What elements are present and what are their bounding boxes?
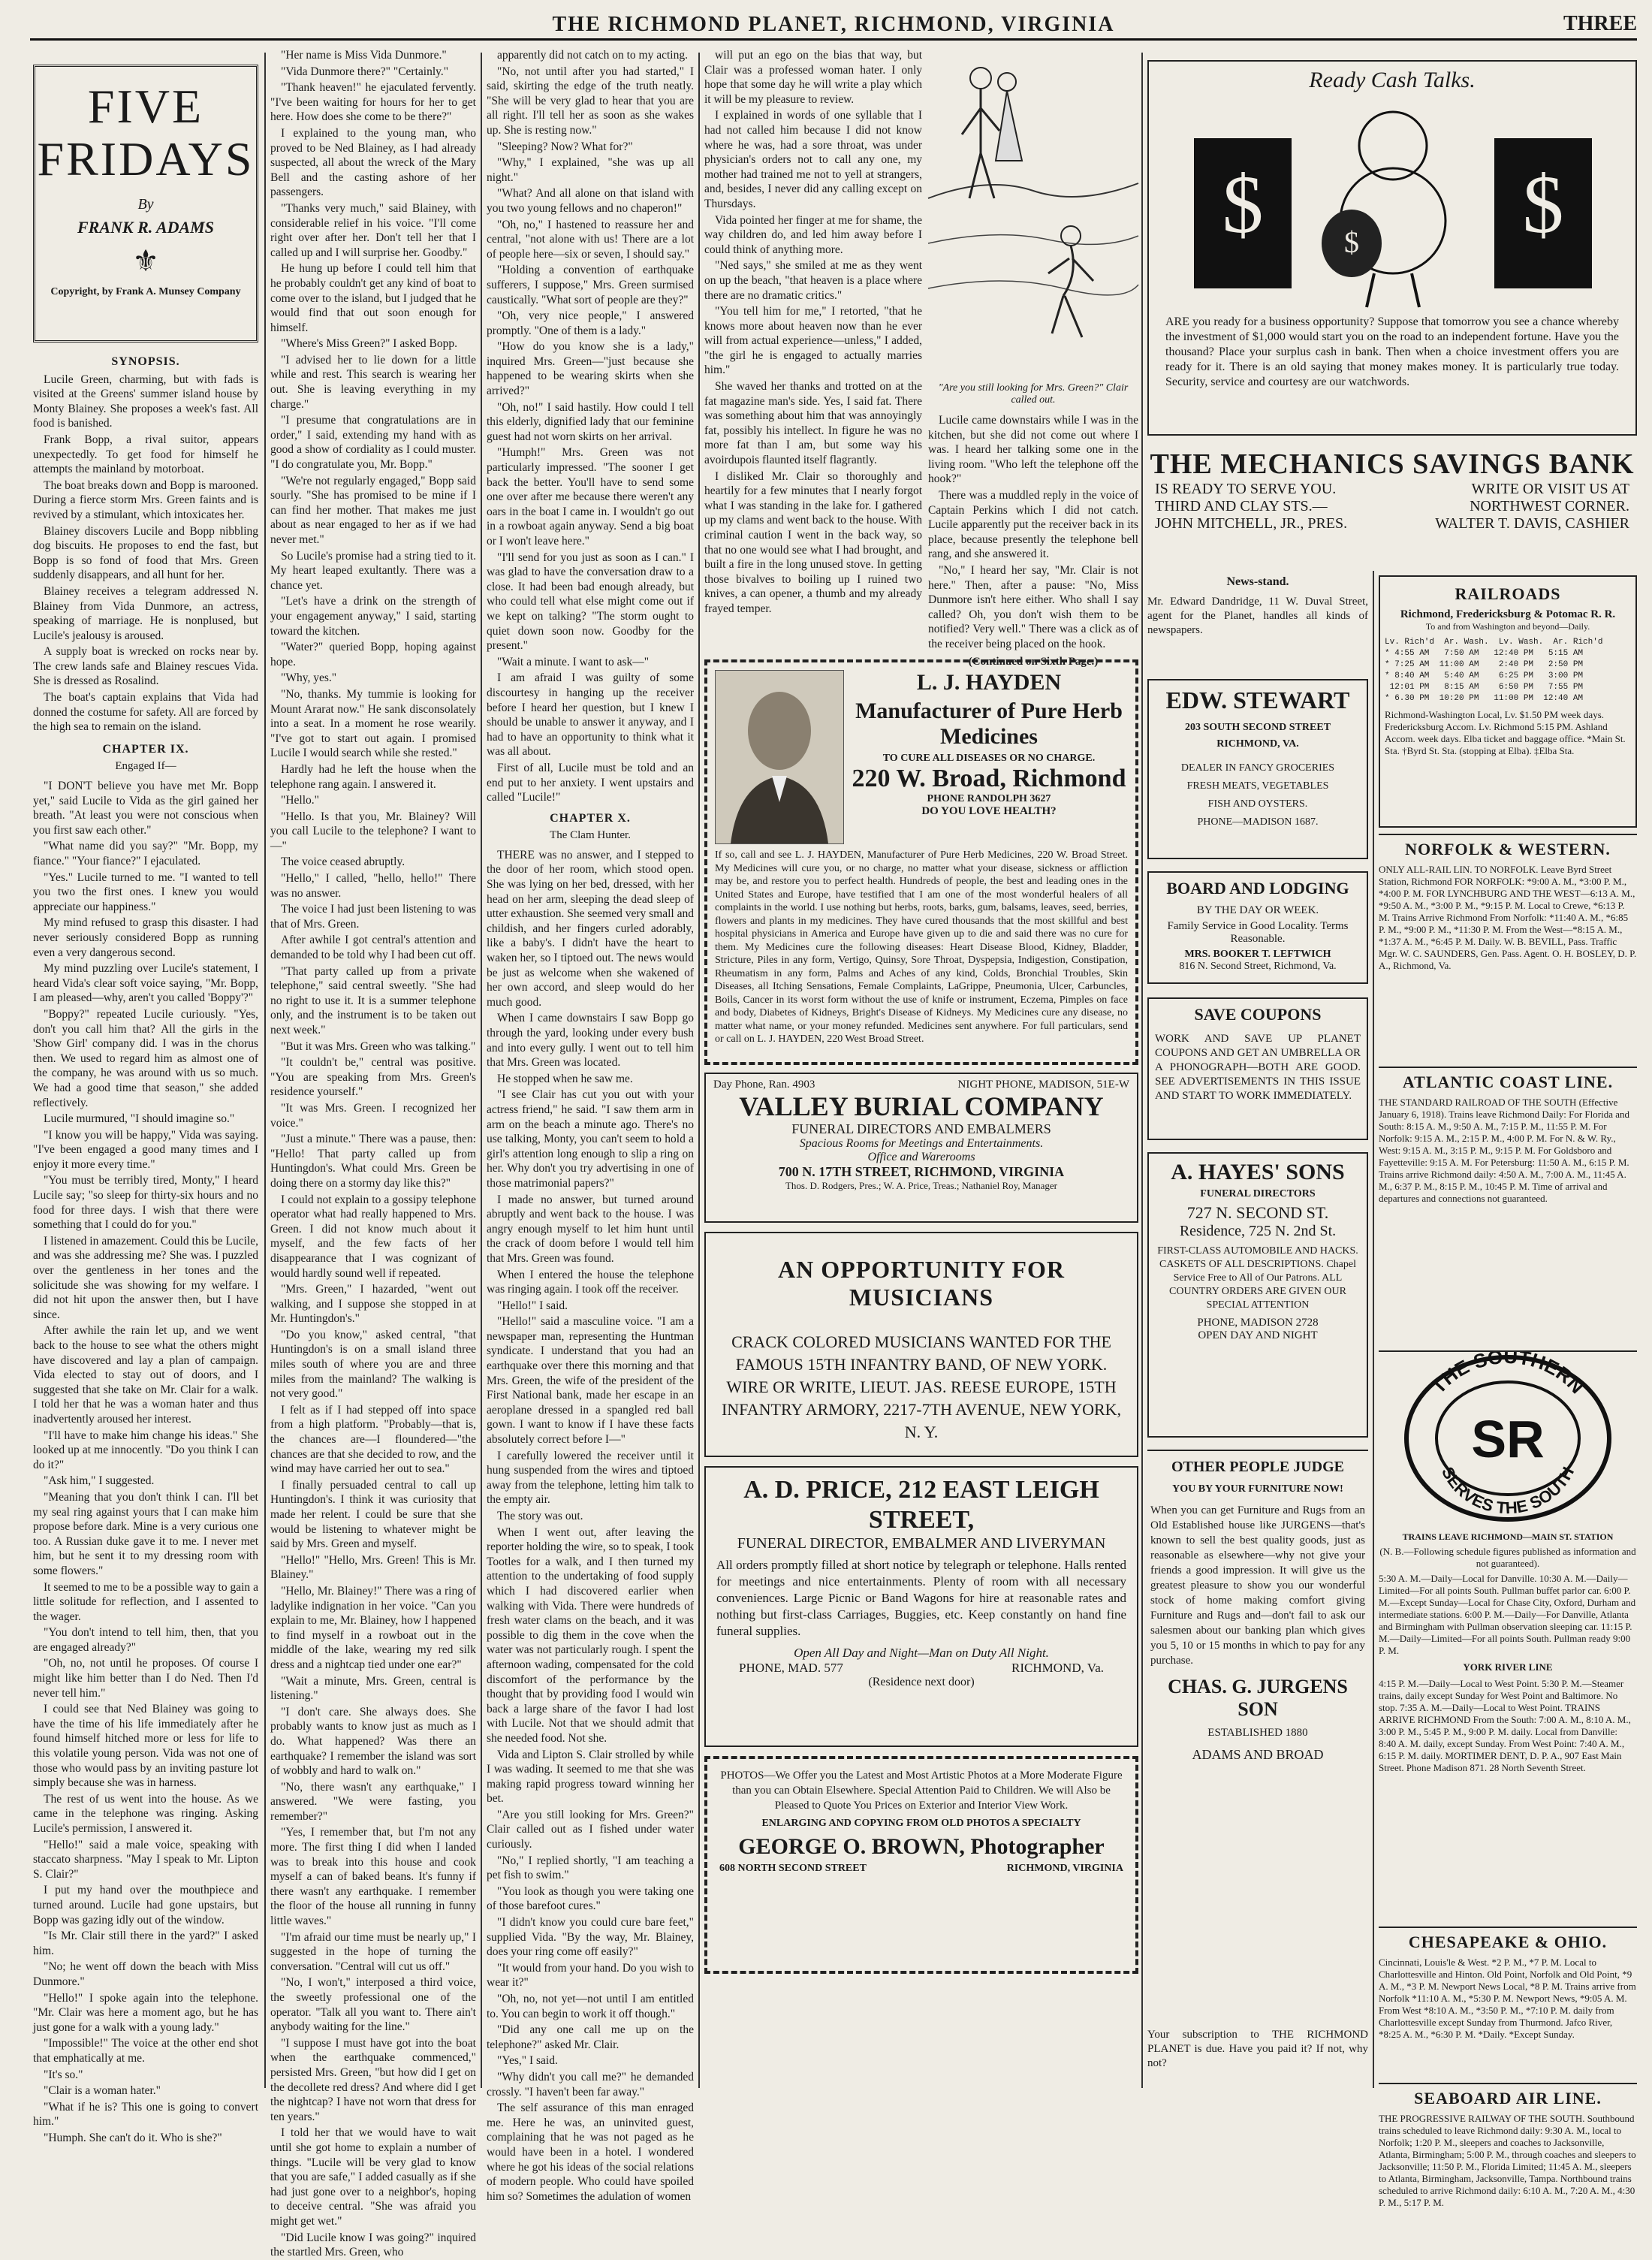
- chapter-heading: CHAPTER X.: [550, 811, 631, 825]
- paragraph: "Yes, I remember that, but I'm not any more. The first thing I did when I landed was to break into this house and cook myself a can of baked beans. It's funny if there wasn't any earthquake. I remember the floor of the house all running in funny little waves.": [270, 1826, 476, 1928]
- paragraph: "Humph!" Mrs. Green was not particularly impressed. "The sooner I get back the better. You'll have to send some one over after me because there weren't any oars in the boat I came in. I wouldn't go out in a rowboat again anyway. Send a big boat or I won't leave here.": [487, 446, 694, 548]
- paragraph: I explained in words of one syllable that I had not called him because I did not know where he was, had a sore throat, was under physician's orders not to call any one, my mother had trained me not to yell at strangers, and, besides, I never did any calling except on Thursdays.: [704, 109, 922, 210]
- hayes-name: A. HAYES' SONS: [1171, 1160, 1345, 1184]
- nw-title: NORFOLK & WESTERN.: [1405, 840, 1611, 858]
- save-coupons-ad: [1147, 997, 1368, 1140]
- nw-text: ONLY ALL-RAIL LIN. TO NORFOLK. Leave Byrd Street Station, Richmond FOR NORFOLK: *9:00 A. M., *3:00 P. M., *4:00 P. M. FOR LYNCHBURG AND THE WEST—6:13 A. M., *9:50 A. M., *3:00 P. M., *9:15 P. M. Local to Crewe, *6:13 P. M. Trains Arrive Richmond From Norfolk: *11:40 A. M., *6:85 P. M., *9:00 P. M., *11:30 P. M. From the West—*8:15 A. M., *1:37 A. M., *6:45 P. M. Daily. W. B. BEVILL, Pass. Traffic Mgr. W. C. SAUNDERS, Gen. Pass. Agent. O. H. BOSLEY, D. P. A., Richmond, Va.: [1379, 864, 1637, 971]
- paragraph: "Hello!" I spoke again into the telephone. "Mr. Clair was here a moment ago, but he has just gone for a walk with a young lady.": [33, 1991, 258, 2034]
- paragraph: I felt as if I had stepped off into space from a high platform. "Probably—that is, the chances are—I floundered—"the chances are that she decided to row, and the wind may have carried her out to sea.": [270, 1403, 476, 1476]
- hayes-phone: PHONE, MADISON 2728: [1197, 1317, 1319, 1329]
- coupons-title: SAVE COUPONS: [1194, 1005, 1322, 1024]
- paragraph: "Yes." Lucile turned to me. "I wanted to tell you two the first ones. I knew you would appreciate our happiness.": [33, 871, 258, 913]
- story-copyright: Copyright, by Frank A. Munsey Company: [50, 286, 241, 297]
- paragraph: "Meaning that you don't think I can. I'll bet my seal ring against yours that I can make him propose before dark. Mine is a very curious one too. A Russian duke gave it to me. I never met him, but he sent it to my dressing room with some flowers.": [33, 1490, 258, 1577]
- mechanics-line1a: IS READY TO SERVE YOU.: [1155, 481, 1337, 497]
- svg-text:$: $: [1344, 225, 1359, 259]
- nw-schedule: [1379, 834, 1637, 1061]
- paragraph: "Hello!" said a masculine voice. "I am a newspaper man, representing the Huntman syndicate. I understand that you had an earthquake over there this morning and that Mrs. Green, the wife of the president of the First National bank, made her escape in an aeroplane dressed in a spangled red ball gown. I want to know if I have these facts absolutely correct before I—": [487, 1315, 694, 1447]
- paragraph: "Thank heaven!" he ejaculated fervently. "I've been waiting for hours for her to get here. How does she come to be there?": [270, 81, 476, 124]
- paragraph: "Thanks very much," said Blainey, with considerable relief in his voice. "I'll come right over after her. Don't tell her that I called up and I will surprise her. Goodby.": [270, 201, 476, 259]
- newsstand-title: News-stand.: [1226, 575, 1289, 588]
- svg-text:SERVES THE SOUTH: SERVES THE SOUTH: [1437, 1463, 1578, 1518]
- paragraph: "I'll send for you just as soon as I can." I was glad to have the conversation draw to a close. It had been bad enough already, but who could tell what else might come out if we kept on talking? "The storm ought to quiet down soon now. Goodby for the present.": [487, 551, 694, 653]
- paragraph: "Hello!" "Hello, Mrs. Green! This is Mr. Blainey.": [270, 1553, 476, 1582]
- ready-cash-text: ARE you ready for a business opportunity? Suppose that tomorrow you see a chance whereby the investment of $1,000 would start you on the road to an independent fortune. Have you the thousand? Place your surplus cash in bank. Then when a choice investment offers you are ready for it. There is an old saying that money makes money. It is particularly true today. Security, service and courtesy are our watchwords.: [1165, 315, 1619, 388]
- paragraph: "Why didn't you call me?" he demanded crossly. "I haven't been far away.": [487, 2070, 694, 2099]
- paragraph: "Did Lucile know I was going?" inquired the startled Mrs. Green, who: [270, 2231, 476, 2259]
- coupons-text: WORK AND SAVE UP PLANET COUPONS AND GET AN UMBRELLA OR A PHONOGRAPH—BOTH ARE GOOD. SEE ADVERTISEMENTS IN THIS ISSUE AND START TO WORK IMMEDIATELY.: [1155, 1033, 1361, 1102]
- paragraph: "Holding a convention of earthquake sufferers, I suppose," Mrs. Green surmised caustically. "What sort of people are they?": [487, 264, 694, 306]
- portrait-photo: [715, 670, 844, 844]
- york-title: YORK RIVER LINE: [1463, 1661, 1553, 1673]
- ready-cash-title: Ready Cash Talks.: [1309, 68, 1476, 92]
- railroads-header: RAILROADS: [1455, 584, 1561, 603]
- hayes-open: OPEN DAY AND NIGHT: [1198, 1329, 1318, 1341]
- story-text: [33, 779, 258, 2145]
- paragraph: apparently did not catch on to my acting.: [497, 49, 688, 62]
- brown-enlarge: ENLARGING AND COPYING FROM OLD PHOTOS A SPECIALTY: [761, 1818, 1081, 1829]
- paragraph: "No, I won't," interposed a third voice, the sweetly professional one of the operator. "Talk all you want to. There ain't anybody waiting for the line.": [270, 1976, 476, 2034]
- paragraph: "I DON'T believe you have met Mr. Bopp yet," said Lucile to Vida as the girl gained her breath. "At least you were not conscious when you first saw each other.": [33, 780, 258, 837]
- valley-officers: Thos. D. Rodgers, Pres.; W. A. Price, Treas.; Nathaniel Roy, Manager: [785, 1180, 1058, 1191]
- page-number: THREE: [1563, 12, 1637, 35]
- story-illustration: [928, 48, 1138, 409]
- paragraph: There was a muddled reply in the voice of Captain Perkins which I did not catch. Lucile apparently put the receiver back in its place, because presently the telephone bell rang, and she answered it.: [928, 488, 1138, 561]
- paragraph: I made no answer, but turned around abruptly and went back to the house. I was angry enough myself to let him hunt until the crack of doom before I would tell him that Mrs. Green was found.: [487, 1193, 694, 1265]
- paragraph: "Vida Dunmore there?" "Certainly.": [281, 65, 449, 78]
- continued-notice: (Continued on Sixth Page.): [968, 655, 1099, 668]
- paragraph: Blainey receives a telegram addressed N. Blainey from Vida Dunmore, an actress, speaking of marriage. He is nonplused, but Lucile's jealousy is aroused.: [33, 584, 258, 642]
- co-title: CHESAPEAKE & OHIO.: [1408, 1933, 1608, 1951]
- board-line4: 816 N. Second Street, Richmond, Va.: [1179, 961, 1337, 972]
- musicians-text: CRACK COLORED MUSICIANS WANTED FOR THE FAMOUS 15TH INFANTRY BAND, OF NEW YORK. WIRE OR WRITE, LIEUT. JAS. REESE EUROPE, 15TH INFANTRY ARMORY, 2217-7TH AVENUE, NEW YORK, N. Y.: [721, 1332, 1122, 1441]
- paragraph: "No, there wasn't any earthquake," I answered. "We were fasting, you remember?": [270, 1780, 476, 1823]
- paragraph: "Just a minute." There was a pause, then: "Hello! That party called up from Huntingdon's. What could Mrs. Green be doing there on a stormy day like this?": [270, 1133, 476, 1190]
- hayden-ad: [704, 659, 1138, 1065]
- paragraph: "Why," I explained, "she was up all night.": [487, 156, 694, 184]
- paragraph: "I'm afraid our time must be nearly up," I suggested in the hope of turning the conversation. "Central will cut us off.": [270, 1930, 476, 1973]
- story-title-box: [33, 65, 258, 342]
- column-4-text: [704, 48, 922, 649]
- paragraph: Vida pointed her finger at me for shame, the way children do, and led him away before I could think of anything more.: [704, 213, 922, 256]
- paragraph: "I don't care. She always does. She probably wants to know just as much as I do. What happened? Was there an earthquake? I remember the island was sort of wobbly and hard to walk on.": [270, 1705, 476, 1778]
- acl-title: ATLANTIC COAST LINE.: [1402, 1073, 1614, 1091]
- column-rule: [1373, 571, 1374, 2088]
- musicians-ad: [704, 1232, 1138, 1457]
- paragraph: "Oh, very nice people," I answered promptly. "One of them is a lady.": [487, 309, 694, 337]
- price-residence: (Residence next door): [868, 1676, 975, 1688]
- rfp-notes: Richmond-Washington Local, Lv. $1.50 PM week days. Fredericksburg Accom. Lv. Richmond 5:15 PM. Ashland Accom. week days. Elba ticket and baggage office. *Main St. Sta. †Byrd St. Sta. (stopping at Elba). ‡Elba Sta.: [1385, 709, 1626, 756]
- paragraph: He hung up before I could tell him that he probably couldn't get any kind of boat to come over to the island, but I judged that he would find that out soon enough for himself.: [270, 262, 476, 334]
- column-4-continued: [928, 413, 1138, 668]
- column-2: [270, 48, 476, 2259]
- paragraph: I am afraid I was guilty of some discourtesy in hanging up the receiver before I heard her question, but I knew I should be unable to answer it anyway, and I had to have an opportunity to think what it was all about.: [487, 671, 694, 759]
- masthead: [30, 11, 1637, 41]
- jurgens-addr: ADAMS AND BROAD: [1192, 1747, 1324, 1762]
- svg-text:$: $: [1522, 158, 1564, 250]
- mechanics-line1b: WRITE OR VISIT US AT: [1471, 481, 1629, 497]
- paragraph: "Hello. Is that you, Mr. Blainey? Will you call Lucile to the telephone? I want to—": [270, 810, 476, 852]
- paragraph: "Humph. She can't do it. Who is she?": [44, 2131, 222, 2144]
- southern-railway-logo-icon: [1395, 1352, 1620, 1525]
- paragraph: "How do you know she is a lady," inquired Mrs. Green—"just because she happened to be wearing skirts when she arrived?": [487, 340, 694, 398]
- board-title: BOARD AND LODGING: [1166, 879, 1349, 898]
- paragraph: It seemed to me to be a possible way to gain a little solitude for reflection, and I assented to the wager.: [33, 1580, 258, 1623]
- paragraph: The voice ceased abruptly.: [281, 855, 405, 869]
- southern-note: (N. B.—Following schedule figures published as information and not guaranteed).: [1379, 1546, 1636, 1569]
- sal-title: SEABOARD AIR LINE.: [1414, 2089, 1602, 2108]
- paragraph: "What name did you say?" "Mr. Bopp, my fiance." "Your fiance?" I ejaculated.: [33, 840, 258, 867]
- hayden-name: L. J. HAYDEN: [916, 670, 1062, 695]
- paragraph: "Oh, no," I hastened to reassure her and central, "not alone with us! There are a lot of people here—six or seven, I should say.": [487, 218, 694, 261]
- paragraph: Lucile murmured, "I should imagine so.": [44, 1112, 235, 1126]
- paragraph: "No," I replied shortly, "I am teaching a pet fish to swim.": [487, 1854, 694, 1882]
- story-byline: By: [137, 196, 154, 213]
- brown-name: GEORGE O. BROWN, Photographer: [738, 1834, 1105, 1859]
- stewart-line3: FISH AND OYSTERS.: [1207, 798, 1308, 810]
- jurgens-name: CHAS. G. JURGENS SON: [1168, 1676, 1348, 1720]
- stewart-address: 203 SOUTH SECOND STREET: [1184, 722, 1331, 733]
- paragraph: I put my hand over the mouthpiece and turned around. Lucile had gone upstairs, but Bopp was gazing idly out of the window.: [33, 1884, 258, 1927]
- mechanics-title: THE MECHANICS SAVINGS BANK: [1150, 448, 1635, 480]
- chapter-heading: CHAPTER IX.: [102, 742, 189, 756]
- mechanics-line2b: NORTHWEST CORNER.: [1470, 498, 1629, 514]
- paragraph: The boat breaks down and Bopp is marooned. During a fierce storm Mrs. Green faints and is revived by a stimulant, which intoxicates her.: [33, 478, 258, 521]
- paragraph: "Hello, Mr. Blainey!" There was a ring of ladylike indignation in her voice. "Can you explain to me, Mr. Blainey, how I happened to find myself in a rowboat out in the middle of the lake, wearing my red silk dress and a nightcap tied under one ear?": [270, 1584, 476, 1671]
- fleur-de-lis-icon: ⚜: [132, 244, 159, 278]
- paragraph: I told her that we would have to wait until she got home to explain a number of things. "Lucile will be very glad to know that you are safe," I added casually as if she had just gone over to a neighbor's, hoping to deceive central. "She was afraid you might get wet.": [270, 2126, 476, 2228]
- paragraph: "Is Mr. Clair still there in the yard?" I asked him.: [33, 1930, 258, 1957]
- jurgens-text: When you can get Furniture and Rugs from an Old Established house like JURGENS—that's known to sell the best quality goods, just as reasonable as elsewhere—why not give your friends a good impression. It will give us the greatest pleasure to show you our wonderful stock of home making comfort giving Furniture and Rugs and—don't fail to ask our salesmen about our banking plan which gives you 5, 10 or 15 months in which to pay for any purchase.: [1150, 1504, 1365, 1667]
- paragraph: "I presume that congratulations are in order," I said, extending my hand with as good a show of cordiality as I could muster. "I do congratulate you, Mr. Bopp.": [270, 414, 476, 472]
- paragraph: "Oh, no, not until he proposes. Of course I might like him better than I do Ned. Then I'd never tell him.": [33, 1657, 258, 1700]
- hayden-address: 220 W. Broad, Richmond: [852, 765, 1126, 792]
- paragraph: "Sleeping? Now? What for?": [497, 140, 633, 153]
- paragraph: "We're not regularly engaged," Bopp said sourly. "She has promised to be mine if I can find her mother. That makes me just about as near engaged to her as if we had never met.": [270, 474, 476, 546]
- column-3: [487, 48, 694, 2203]
- paragraph: So Lucile's promise had a string tied to it. My heart leaped exultantly. There was a chance yet.: [270, 549, 476, 592]
- mechanics-line3b: WALTER T. DAVIS, CASHIER: [1435, 515, 1629, 532]
- column-rule: [1141, 53, 1143, 2088]
- paragraph: Lucile Green, charming, but with fads is visited at the Greens' summer island house by Monty Blainey. She proposes a week's fast. All food is banished.: [33, 373, 258, 430]
- paragraph: "Hello!" said a male voice, speaking with staccato sharpness. "May I speak to Mr. Lipton S. Clair?": [33, 1838, 258, 1881]
- paragraph: "What if he is? This one is going to convert him.": [33, 2100, 258, 2129]
- hayden-text: If so, call and see L. J. HAYDEN, Manufacturer of Pure Herb Medicines, 220 W. Broad Street. My Medicines will cure you, or no charge, no matter what your disease, sickness or affliction may be, and restore you to perfect health. Hundreds of people, the best and leading ones in the United States and Europe, have testified that I am one of the most wonderful healers of all complaints in the world. I use nothing but herbs, roots, barks, gum, balsams, leaves, seed, berries, flowers and plants in my medicines. They have cured thousands that the most skillful and best hospital physicians in America and Europe have given up to die and said there was no cure for them. My Medicines cure the following diseases: Heart Disease Blood, Kidney, Bladder, Stricture, Piles in any form, Vertigo, Quinsy, Sore Throat, Dyspepsia, Indigestion, Constipation, Rheumatism in any form, Palms and Aches of any kind, Colds, Bronchial Troubles, Skin Diseases, all Itching Sensations, Female Complaints, LaGrippe, Pneumonia, Ulcer, Carbuncles, Boils, Cancer in its worst form without the use of knife or instrument, Eczema, Pimples on face and body, Diabetes of Kidneys, Bright's Disease of Kidneys. My Medicines cure any disease, no matter what name, or your money refunded. Medicines sent anywhere. For full particulars, send or call on L. J. HAYDEN, 220 West Broad Street.: [715, 849, 1128, 1045]
- paragraph: "It would from your hand. Do you wish to wear it?": [487, 1961, 694, 1990]
- story-title: FIVE FRIDAYS: [37, 80, 255, 186]
- price-text: All orders promptly filled at short notice by telegraph or telephone. Halls rented for meetings and nice entertainments. Plenty of room with all necessary conveniences. Large Picnic or Band Wagons for hire at reasonable rates and nothing but first-class Carriages, Buggies, etc. Keep constantly on hand fine funeral supplies.: [716, 1558, 1126, 1638]
- jurgens-sub: YOU BY YOUR FURNITURE NOW!: [1172, 1483, 1343, 1495]
- price-phone: PHONE, MAD. 577: [739, 1661, 843, 1675]
- newsstand-text: Mr. Edward Dandridge, 11 W. Duval Street, agent for the Planet, handles all kinds of newspapers.: [1147, 596, 1368, 636]
- paragraph: "I'll have to make him change his ideas." She looked up at me innocently. "Do you think I can do it?": [33, 1429, 258, 1471]
- jurgens-est: ESTABLISHED 1880: [1207, 1727, 1308, 1739]
- column-1: [33, 350, 258, 2144]
- co-schedule: [1379, 1927, 1637, 2078]
- brown-city: RICHMOND, VIRGINIA: [1006, 1863, 1123, 1874]
- paragraph: A supply boat is wrecked on rocks near by. The crew lands safe and Blainey rescues Vida. She is dressed as Rosalind.: [33, 645, 258, 688]
- newsstand-notice: [1147, 575, 1368, 673]
- column-rule: [481, 53, 482, 2088]
- sal-text: THE PROGRESSIVE RAILWAY OF THE SOUTH. Southbound trains scheduled to leave Richmond daily: 9:30 A. M., local to Norfolk; 1:20 P. M., sleepers and coaches to Jacksonville, Atlanta, Birmingham; 5:00 P. M., through coaches and sleepers to Jacksonville; 11:50 P. M., Florida Limited; 11:45 A. M., sleepers to Atlanta, Birmingham, Jacksonville, Tampa. Northbound trains scheduled to arrive Richmond daily: 6:10 A. M., 7:20 A. M., 4:30 P. M., 5:17 P. M.: [1379, 2113, 1636, 2208]
- paragraph: "Let's have a drink on the strength of your engagement anyway," I said, starting toward the kitchen.: [270, 595, 476, 638]
- paragraph: I finally persuaded central to call up Huntingdon's. I think it was curiosity that made her relent. I could be sure that she would be listening to whatever might be said by Mrs. Green and myself.: [270, 1478, 476, 1551]
- paragraph: "I advised her to lie down for a little while and rest. This search is wearing her out. She is leaving everything in my charge.": [270, 353, 476, 411]
- hayden-health: DO YOU LOVE HEALTH?: [921, 805, 1057, 817]
- paragraph: Lucile came downstairs while I was in the kitchen, but she did not come out where I was. I heard her talking some one in the living room. "Who left the telephone off the hook?": [928, 414, 1138, 486]
- price-title: A. D. PRICE, 212 EAST LEIGH STREET,: [743, 1476, 1099, 1534]
- rfp-timetable: Lv. Rich'd Ar. Wash. Lv. Wash. Ar. Rich'd * 4:55 AM 7:50 AM 12:40 PM 5:15 AM * 7:25 AM 11:00 AM 2:40 PM 2:50 PM * 8:40 AM 5:40 AM 6:25 PM 3:00 PM 12:01 PM 8:15 AM 6:50 PM 7:55 PM * 6.30 PM 10:20 PM 11:00 PM 12:40 AM: [1385, 638, 1603, 703]
- story-author: FRANK R. ADAMS: [77, 218, 214, 237]
- stewart-phone: PHONE—MADISON 1687.: [1197, 816, 1319, 828]
- valley-night-phone: NIGHT PHONE, MADISON, 51E-W: [957, 1079, 1129, 1091]
- svg-text:$: $: [1222, 158, 1264, 250]
- brown-text: PHOTOS—We Offer you the Latest and Most Artistic Photos at a More Moderate Figure than you can Obtain Elsewhere. Special Attention Paid to Children. We will Also be Pleased to Quote You Prices on Exterior and Interior View Work.: [720, 1770, 1123, 1812]
- paragraph: The rest of us went into the house. As we came in the telephone was ringing. Asking Lucile's permission, I answered it.: [33, 1792, 258, 1835]
- paragraph: The boat's captain explains that Vida had donned the costume for safety. All are forced by the high sea to remain on the island.: [33, 691, 258, 734]
- york-text: 4:15 P. M.—Daily—Local to West Point. 5:30 P. M.—Steamer trains, daily except Sunday for West Point and Baltimore. No stop. 7:35 A. M.—Daily—Local to West Point. TRAINS ARRIVE RICHMOND From the South: 7:00 A. M., 8:10 A. M., 3:00 P. M., 5:45 P. M., 9:00 P. M. daily. Local from Danville: 8:40 A. M. daily, except Sunday. From West Point: 7:40 A. M., 6:15 P. M. daily. MORTIMER DENT, D. P. A., 907 East Main Street. Phone Madison 871. 28 North Seventh Street.: [1379, 1678, 1631, 1773]
- hayden-cure: TO CURE ALL DISEASES OR NO CHARGE.: [882, 753, 1096, 764]
- paragraph: The self assurance of this man enraged me. Here he was, an uninvited guest, complaining that he was not paged as he would have been in a hotel. I wondered where he got his ideas of the social relations of modern people. Who could have spoiled him so? Sometimes the adulation of women: [487, 2102, 694, 2203]
- hayes-addr1: 727 N. SECOND ST.: [1186, 1203, 1329, 1222]
- synopsis: [33, 373, 258, 735]
- paragraph: "Oh, no!" I said hastily. How could I tell this elderly, dignified lady that our feminine guest had not worn skirts on her arrival.: [487, 400, 694, 443]
- story-text: [928, 413, 1138, 652]
- paragraph: "Wait a minute. I want to ask—": [497, 655, 650, 668]
- hayes-addr2: Residence, 725 N. 2nd St.: [1179, 1223, 1337, 1239]
- valley-rooms: Spacious Rooms for Meetings and Entertainments.: [799, 1137, 1044, 1150]
- paragraph: "Oh, no, not yet—not until I am entitled to. You can begin to work it off though.": [487, 1993, 694, 2020]
- co-text: Cincinnati, Louis'le & West. *2 P. M., *7 P. M. Local to Charlottesville and Hinton. Old Point, Norfolk and Old Point, *9 A. M., *3 P. M. Newport News Local, *8 P. M. Trains arrive from Norfolk *11:10 A. M., *5:30 P. M. Newport News, *9:05 A. M. From West *8:10 A. M., *3:50 P. M., *7:10 P. M. daily from Charlottesville except Sunday from Thurmond. Jafco River, *8:25 A. M., *6:30 P. M. *Daily. *Except Sunday.: [1379, 1957, 1636, 2040]
- brown-address: 608 NORTH SECOND STREET: [719, 1863, 867, 1874]
- acl-text: THE STANDARD RAILROAD OF THE SOUTH (Effective January 6, 1918). Trains leave Richmond Daily: For Florida and South: 8:15 A. M., 9:50 A. M., 7:15 P. M., 11:55 P. M. For Norfolk: 9:15 A. M., 2:15 P. M., 4:00 P. M. For N. & W. Ry., West: 9:15 A. M., 3:15 P. M., 9:15 P. M. For Goldsboro and Fayetteville: 9:15 A. M. For Petersburg: 11:50 A. M., 6:15 P. M. Trains arrive Richmond daily: 4:50 A. M., 7:00 A. M., 11:45 A. M., 6:37 P. M., 8:15 P. M., 10:45 P. M. Time of arrival and departures and connections not guaranteed.: [1379, 1097, 1629, 1204]
- southern-text: 5:30 A. M.—Daily—Local for Danville. 10:30 A. M.—Daily—Limited—For all points South. Pullman buffet parlor car. 6:00 P. M.—Except Sunday—Local for Chase City, Oxford, Durham and intermediate stations. 6:00 P. M.—Daily—For Danville, Atlanta and Birmingham with Pullman observation sleeping car. 11:15 P. M.—Daily—Limited—For all points South. Pullman ready 9:00 P. M.: [1379, 1573, 1636, 1656]
- subscription-notice: [1147, 2028, 1368, 2080]
- valley-sub: FUNERAL DIRECTORS AND EMBALMERS: [791, 1121, 1051, 1136]
- paragraph: "Boppy?" repeated Lucile curiously. "Yes, don't you call him that? All the girls in the 'Show Girl' company did. I was in the chorus then. We used to regard him as almost one of the company, he was around with us so much. We had a good time that season," she added reflectively.: [33, 1007, 258, 1109]
- price-ad: [704, 1466, 1138, 1747]
- paragraph: Blainey discovers Lucile and Bopp nibbling dog biscuits. He proposes to end the fast, but Bopp is so fond of food that Mrs. Green suddenly disappears, and all hunt for her.: [33, 524, 258, 582]
- paragraph: "Where's Miss Green?" I asked Bopp.: [281, 337, 457, 351]
- valley-day-phone: Day Phone, Ran. 4903: [713, 1079, 815, 1091]
- valley-name: VALLEY BURIAL COMPANY: [739, 1091, 1104, 1121]
- paragraph: When I came downstairs I saw Bopp go through the yard, looking under every bush and into every gully. I went out to tell him that Mrs. Green was located.: [487, 1012, 694, 1070]
- synopsis-heading: SYNOPSIS.: [111, 355, 180, 368]
- paragraph: "Wait a minute, Mrs. Green, central is listening.": [270, 1674, 476, 1703]
- jurgens-ad: [1147, 1450, 1368, 1900]
- acl-schedule: [1379, 1067, 1637, 1346]
- paragraph: "It's so.": [44, 2068, 83, 2081]
- paragraph: After awhile I got central's attention and demanded to be told why I had been cut off.: [270, 934, 476, 962]
- valley-address: 700 N. 17TH STREET, RICHMOND, VIRGINIA: [778, 1164, 1065, 1179]
- paragraph: Hardly had he left the house when the telephone rang again. I answered it.: [270, 762, 476, 791]
- paragraph: The story was out.: [497, 1510, 583, 1522]
- paragraph: I listened in amazement. Could this be Lucile, and was she addressing me? She was. I puzzled over the gentleness in her tones and the solicitude she was showing for my welfare. I did not hit upon the answer then, but I have since.: [33, 1234, 258, 1321]
- paragraph: "Are you still looking for Mrs. Green?" Clair called out as I fished under water curiously.: [487, 1808, 694, 1851]
- paragraph: "I see Clair has cut you out with your actress friend," he said. "I saw them arm in arm on the beach a minute ago. There's no use talking, Monty, you can't seem to hold a girl's attention long enough to slip a ring on her. Why don't you try advertising in one of those matrimonial papers?": [487, 1088, 694, 1190]
- stewart-name: EDW. STEWART: [1165, 686, 1350, 714]
- paragraph: "What? And all alone on that island with you two young fellows and no chaperon!": [487, 187, 694, 215]
- hayes-text: FIRST-CLASS AUTOMOBILE AND HACKS. CASKETS OF ALL DESCRIPTIONS. Chapel Service Free to All of Our Patrons. ALL COUNTRY ORDERS ARE GIVEN OUR SPECIAL ATTENTION: [1157, 1245, 1358, 1311]
- svg-text:THE SOUTHERN: THE SOUTHERN: [1427, 1352, 1589, 1399]
- stewart-line2: FRESH MEATS, VEGETABLES: [1186, 780, 1329, 792]
- price-sub: FUNERAL DIRECTOR, EMBALMER AND LIVERYMAN: [737, 1535, 1106, 1552]
- paragraph: I could see that Ned Blainey was going to have the time of his life immediately after he found himself hitched more or less for life to this volatile young person. Vida was not one of those who would pass by an inviting pasture lot simply because she was in harness.: [33, 1703, 258, 1790]
- valley-burial-ad: [704, 1073, 1138, 1223]
- musicians-title: AN OPPORTUNITY FOR MUSICIANS: [778, 1256, 1065, 1311]
- sal-schedule: [1379, 2083, 1637, 2219]
- column-rule: [264, 53, 266, 2088]
- masthead-title: THE RICHMOND PLANET, RICHMOND, VIRGINIA: [552, 12, 1115, 36]
- paragraph: "Do you know," asked central, "that Huntingdon's is on a small island three miles south of where you are and three miles from the mainland? The walking is not very good.": [270, 1328, 476, 1401]
- mechanics-line3a: JOHN MITCHELL, JR., PRES.: [1155, 515, 1348, 532]
- paragraph: "You must be terribly tired, Monty," I heard Lucile say; "so sleep for thirty-six hours and no food for three days. I wish that there were something that I could do for you.": [33, 1174, 258, 1232]
- paragraph: He stopped when he saw me.: [497, 1072, 633, 1085]
- hayden-phone: PHONE RANDOLPH 3627: [927, 793, 1051, 804]
- paragraph: She waved her thanks and trotted on at the fat magazine man's side. Yes, I said fat. There was something about him that was annoyingly fat, possibly his intellect. In figure he was no more fat than I am, but some way his avoirdupois flaunted itself flagrantly.: [704, 380, 922, 467]
- paragraph: "I didn't know you could cure bare feet," supplied Vida. "By the way, Mr. Blainey, does your ring come off easily?": [487, 1916, 694, 1959]
- jurgens-title: OTHER PEOPLE JUDGE: [1171, 1459, 1345, 1475]
- paragraph: I disliked Mr. Clair so thoroughly and heartily for a few minutes that I nearly forgot what I was standing in the lake for. I gathered up my clams and went back to the house. With criminal caution I went in the back way, so that no one would see what I had brought, and built a fire in the long unused stove. In getting those bivalves to boiling up I ruined two knives, a can opener, a thumb and my already frayed temper.: [704, 469, 922, 615]
- mechanics-bank-ad: [1147, 448, 1637, 560]
- southern-title: TRAINS LEAVE RICHMOND—MAIN ST. STATION: [1402, 1531, 1614, 1542]
- paragraph: "You tell him for me," I retorted, "that he knows more about heaven now than he ever will from actual experience—unless," I added, "the girl he is engaged to actually marries him.": [704, 305, 922, 377]
- brown-photographer-ad: [704, 1756, 1138, 1974]
- beach-scene-illustration: [928, 48, 1138, 379]
- story-text: [270, 48, 476, 2260]
- paragraph: "Ask him," I suggested.: [44, 1474, 155, 1488]
- paragraph: "Hello!" I said.: [497, 1299, 568, 1312]
- paragraph: will put an ego on the bias that way, but Clair was a professed woman hater. I only hope that some day he will write a play which it will be my pleasure to review.: [704, 49, 922, 106]
- rfp-schedule: [1379, 575, 1637, 828]
- stewart-ad: [1147, 679, 1368, 859]
- column-rule: [698, 53, 700, 2088]
- paragraph: "Water?" queried Bopp, hoping against hope.: [270, 641, 476, 668]
- southern-schedule: [1379, 1531, 1637, 1922]
- paragraph: "Impossible!" The voice at the other end shot that emphatically at me.: [33, 2037, 258, 2065]
- board-line3: MRS. BOOKER T. LEFTWICH: [1184, 949, 1331, 960]
- paragraph: "Ned says," she smiled at me as they went on up the beach, "that heaven is a place where there are no dramatic critics.": [704, 259, 922, 302]
- board-line2: Family Service in Good Locality. Terms Reasonable.: [1167, 920, 1349, 945]
- illustration-caption: "Are you still looking for Mrs. Green?" Clair called out.: [938, 382, 1129, 406]
- paragraph: "I suppose I must have got into the boat when the earthquake commenced," persisted Mrs. Green, "but how did I get on the decollete red dress? And where did I get the nightcap? I have not worn that dress for ten years.": [270, 2036, 476, 2123]
- paragraph: The voice I had just been listening to was that of Mrs. Green.: [270, 903, 476, 931]
- paragraph: First of all, Lucile must be told and an end put to her anxiety. I went upstairs and called "Lucile!": [487, 761, 694, 804]
- paragraph: When I entered the house the telephone was ringing again. I took off the receiver.: [487, 1268, 694, 1296]
- paragraph: I could not explain to a gossipy telephone operator what had really happened to Mrs. Green. I did not know much about it myself, and the few facts of her disappearance that I was cognizant of would hardly sound well if repeated.: [270, 1193, 476, 1280]
- paragraph: "Her name is Miss Vida Dunmore.": [281, 49, 447, 62]
- paragraph: "That party called up from a private telephone," said central sweetly. "She had no right to use it. It is a summer telephone only, and the instrument is to be taken out next week.": [270, 964, 476, 1036]
- paragraph: "Clair is a woman hater.": [44, 2084, 161, 2098]
- paragraph: After awhile the rain let up, and we went back to the house to see what the others might have discovered and lay a plan of campaign. Vida elected to stay out of doors, and I suggested that she take on Mr. Clair for a walk. I told her that he was a woman hater and thus inadvertently aroused her interest.: [33, 1324, 258, 1426]
- paragraph: I explained to the young man, who proved to be Ned Blainey, as I had already suspected, all about the wreck of the Mary Bell and the casting ashore of her passengers.: [270, 126, 476, 199]
- stewart-line1: DEALER IN FANCY GROCERIES: [1180, 762, 1335, 774]
- rfp-sub: To and from Washington and beyond—Daily.: [1425, 621, 1590, 632]
- paragraph: "But it was Mrs. Green who was talking.": [281, 1039, 476, 1053]
- paragraph: "I know you will be happy," Vida was saying. "I've been engaged a good many times and I enjoy it more every time.": [33, 1128, 258, 1171]
- paragraph: "You don't intend to tell him, then, that you are engaged already?": [33, 1626, 258, 1654]
- rfp-title: Richmond, Fredericksburg & Potomac R. R.: [1400, 608, 1616, 620]
- railroads-column: [1379, 575, 1637, 2208]
- paragraph: Frank Bopp, a rival suitor, appears unexpectedly. To get food for himself he attempts the mainland by motorboat.: [33, 433, 258, 476]
- paragraph: "Hello.": [281, 794, 319, 807]
- hayes-sub: FUNERAL DIRECTORS: [1200, 1188, 1316, 1199]
- paragraph: "No," I heard her say, "Mr. Clair is not here." Then, after a pause: "No, Miss Dunmore isn't here either. Who shall I say called? Oh, you don't wish them to be notified? Very well." There was a click as of the receiver being placed on the hook.: [928, 563, 1138, 650]
- paragraph: My mind puzzling over Lucile's statement, I heard Vida's clear soft voice saying, "Mr. Bopp, I am pleased—why, aren't you called 'Boppy'?": [33, 962, 258, 1005]
- story-text: [487, 848, 694, 2204]
- chapter-title: Engaged If—: [115, 760, 176, 773]
- hayes-ad: [1147, 1152, 1368, 1438]
- mechanics-line2a: THIRD AND CLAY STS.—: [1155, 498, 1328, 514]
- ready-cash-ad: [1147, 60, 1637, 436]
- story-text: [487, 48, 694, 805]
- paragraph: "Did any one call me up on the telephone?" asked Mr. Clair.: [487, 2023, 694, 2051]
- stewart-city: RICHMOND, VA.: [1216, 738, 1299, 750]
- price-city: RICHMOND, Va.: [1011, 1661, 1104, 1675]
- story-text: [704, 48, 922, 617]
- paragraph: "No, not until after you had started," I said, skirting the edge of the truth neatly. "She will be very glad to hear that you are all right. I'll tell her as soon as she wakes up. She is resting now.": [487, 65, 694, 137]
- paragraph: "No, thanks. My tummie is looking for Mount Ararat now." He sank disconsolately into a seat. In a moment he rose wearily. "I've got to start out again. I promised Lucile I would search while she rested.": [270, 687, 476, 760]
- paragraph: "Yes," I said.: [497, 2054, 558, 2068]
- paragraph: I carefully lowered the receiver until it hung suspended from the wires and tiptoed away from the telephone, letting him talk to the empty air.: [487, 1449, 694, 1507]
- hayden-title: Manufacturer of Pure Herb Medicines: [855, 699, 1123, 749]
- subscription-text: Your subscription to THE RICHMOND PLANET is due. Have you paid it? If not, why not?: [1147, 2029, 1368, 2069]
- paragraph: "Why, yes.": [281, 671, 337, 685]
- paragraph: "No; he went off down the beach with Miss Dunmore.": [33, 1960, 258, 1988]
- paragraph: "You look as though you were taking one of those barefoot cures.": [487, 1884, 694, 1913]
- paragraph: "It couldn't be," central was positive. "You are speaking from Mrs. Green's residence yourself.": [270, 1056, 476, 1099]
- paragraph: "It was Mrs. Green. I recognized her voice.": [270, 1101, 476, 1130]
- board-line1: BY THE DAY OR WEEK.: [1196, 904, 1319, 916]
- valley-office: Office and Warerooms: [867, 1151, 975, 1163]
- paragraph: When I went out, after leaving the reporter holding the wire, so to speak, I took Tootles for a walk, and I then turned my attention to the undertaking of food supply which I had discovered earlier when walking with Vida. There were hundreds of fresh water clams on the beach, and it was possible to dig them in the cove when the water was not particularly rough. I spent the afternoon wading, compensated for the cold discomfort of the performance by the thought that by providing food I would win back a large share of the favor I had lost with Lucile. Not that we should admit that she needed food. Not she.: [487, 1525, 694, 1745]
- paragraph: "Mrs. Green," I hazarded, "went out walking, and I suppose she stopped in at Mr. Huntingdon's.": [270, 1283, 476, 1326]
- chapter-title: The Clam Hunter.: [550, 829, 631, 842]
- paragraph: My mind refused to grasp this disaster. I had never seriously considered Bopp as running even a very dangerous second.: [33, 916, 258, 959]
- paragraph: Vida and Lipton S. Clair strolled by while I was wading. It seemed to me that she was making rapid progress toward winning her bet.: [487, 1748, 694, 1806]
- svg-text:SR: SR: [1471, 1410, 1545, 1468]
- price-open: Open All Day and Night—Man on Duty All Night.: [794, 1646, 1049, 1660]
- board-lodging-ad: [1147, 871, 1368, 984]
- money-man-illustration: [1149, 93, 1637, 311]
- paragraph: THERE was no answer, and I stepped to the door of her room, which stood open. She was lying on her bed, dressed, with her head on her arm, sleeping the dead sleep of utter exhaustion. She seemed very small and childish, and her fingers curled adorably, like a baby's. I didn't have the heart to waken her, so I tiptoed out. The news would be just as welcome when she wakened of her own accord, and sleep would do her much good.: [487, 848, 694, 1009]
- paragraph: "Hello," I called, "hello, hello!" There was no answer.: [270, 872, 476, 900]
- southern-logo: [1379, 1350, 1637, 1528]
